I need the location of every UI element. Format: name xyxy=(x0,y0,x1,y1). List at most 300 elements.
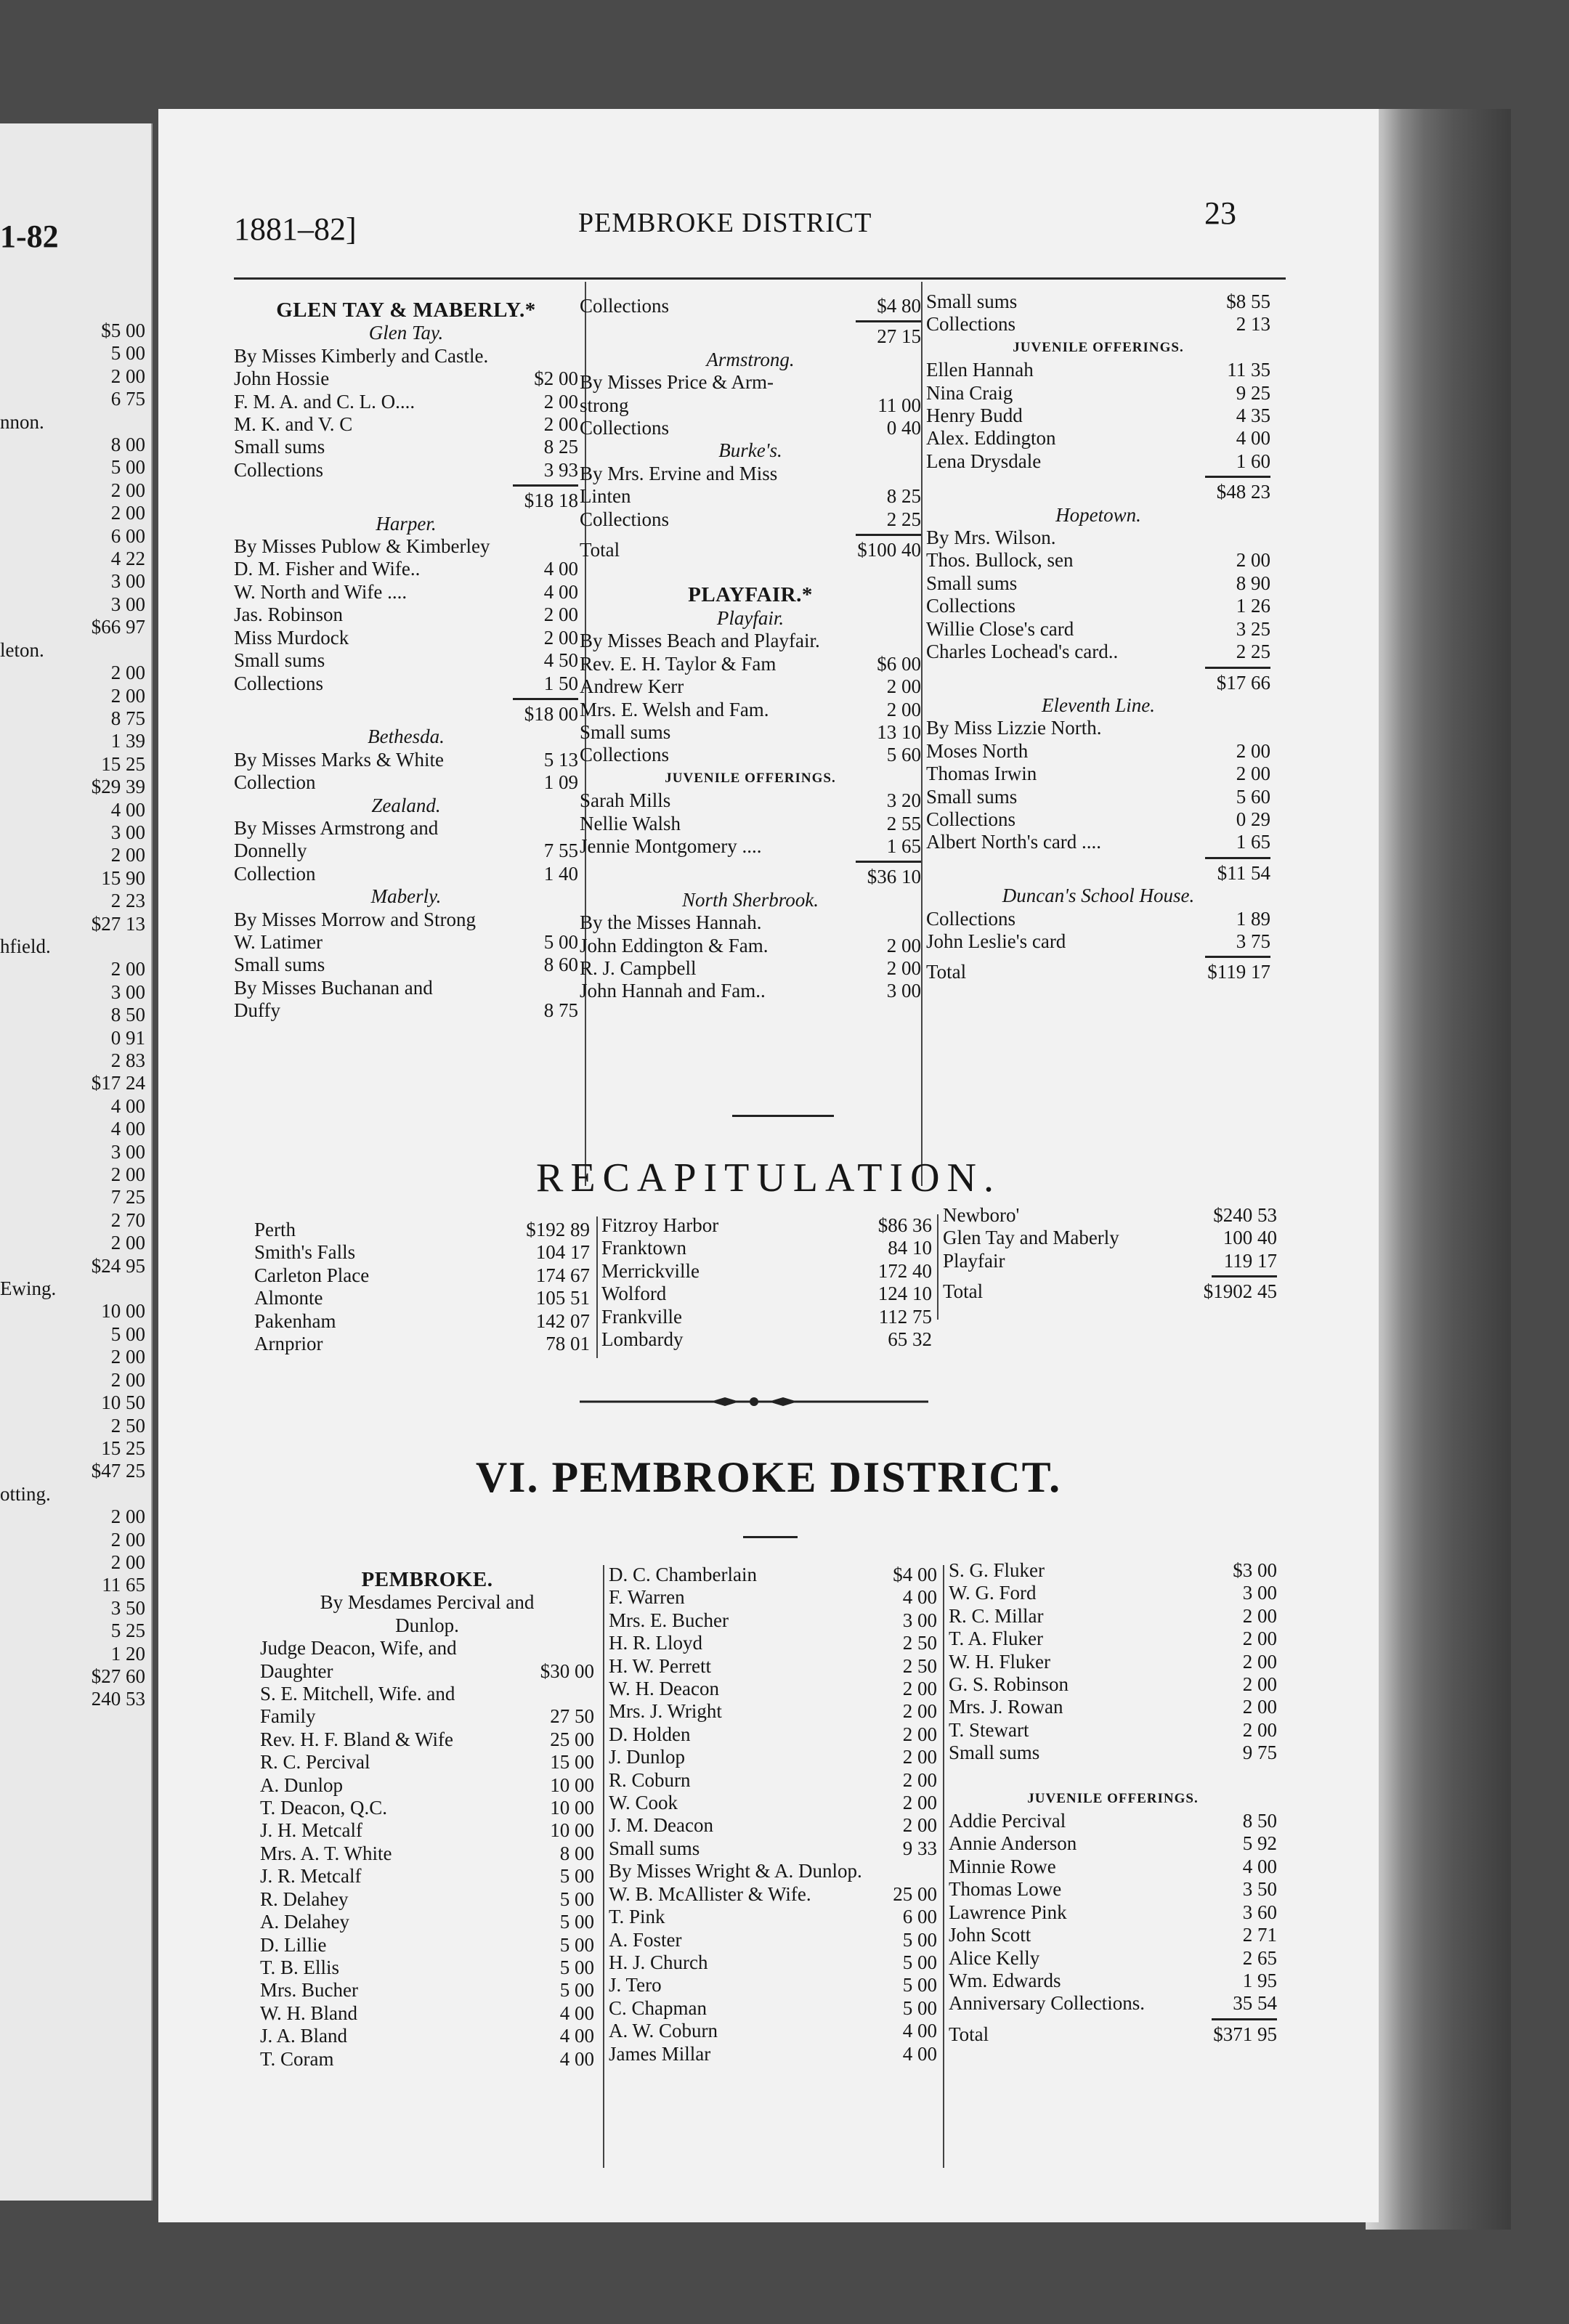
ledger-line xyxy=(926,618,1270,641)
facing-page-amount: 11 65 xyxy=(102,1574,145,1596)
entry-name: Collection xyxy=(234,771,316,794)
ledger-line xyxy=(926,313,1270,336)
entry-amount: 10 00 xyxy=(550,1819,594,1842)
ledger-line xyxy=(926,740,1270,763)
section-heading: PEMBROKE. xyxy=(361,1568,493,1591)
entry-name: Wolford xyxy=(601,1283,667,1305)
juvenile-offerings-heading: JUVENILE OFFERINGS. xyxy=(1013,339,1184,355)
facing-page-text xyxy=(0,1323,111,1346)
entry-name: Small sums xyxy=(926,290,1018,312)
entry-amount: 2 00 xyxy=(886,934,921,956)
subsection-heading: Eleventh Line. xyxy=(1042,694,1155,716)
entry-name: R. J. Campbell xyxy=(580,956,697,979)
entry-name: W. H. Fluker xyxy=(949,1650,1050,1673)
ledger-line xyxy=(601,1214,932,1237)
facing-page-text xyxy=(0,1027,111,1049)
entry-amount: 3 25 xyxy=(1236,617,1270,640)
facing-page-text xyxy=(0,525,111,548)
ledger-line xyxy=(609,1929,937,1951)
entry-amount: 4 50 xyxy=(543,649,578,672)
entry-name: Lena Drysdale xyxy=(926,450,1042,472)
entry-name: Collections xyxy=(234,458,323,481)
entry-amount: 2 00 xyxy=(902,1678,937,1700)
facing-page-line xyxy=(0,1665,145,1688)
entry-amount: $8 55 xyxy=(1226,290,1270,312)
facing-page-line xyxy=(0,1232,145,1254)
ledger-line xyxy=(234,391,578,413)
entry-name: J. H. Metcalf xyxy=(260,1819,362,1842)
book-page-edges xyxy=(1366,109,1511,2230)
facing-page-line xyxy=(0,434,145,456)
entry-amount: 2 50 xyxy=(902,1632,937,1654)
entry-amount: 9 33 xyxy=(902,1837,937,1859)
hopetown-duncan-column xyxy=(926,290,1270,984)
facing-page-amount: 6 00 xyxy=(110,524,145,547)
facing-page-amount: 1 20 xyxy=(110,1642,145,1665)
facing-page-amount: 10 50 xyxy=(101,1391,145,1414)
juvenile-offerings-heading: JUVENILE OFFERINGS. xyxy=(665,770,836,786)
entry-name: R. C. Millar xyxy=(949,1604,1044,1627)
entry-name: James Millar xyxy=(609,2042,711,2065)
ledger-line xyxy=(926,808,1270,831)
facing-page-line xyxy=(0,662,145,684)
entry-name: strong xyxy=(580,394,629,416)
ledger-line xyxy=(254,1310,590,1333)
entry-name: Small sums xyxy=(580,720,671,743)
facing-page-line xyxy=(0,1323,145,1346)
entry-name: Albert North's card .... xyxy=(926,831,1102,853)
ledger-line xyxy=(609,1655,937,1678)
section-rule xyxy=(732,1115,834,1117)
ledger-line xyxy=(926,595,1270,617)
entry-name: Small sums xyxy=(234,436,325,458)
entry-amount: 3 00 xyxy=(902,1609,937,1631)
total-rule xyxy=(1205,857,1270,859)
facing-page-line xyxy=(0,1027,145,1049)
entry-name: Ellen Hannah xyxy=(926,359,1034,381)
entry-name: Glen Tay and Maberly xyxy=(943,1227,1119,1249)
entry-name: By Misses Marks & White xyxy=(234,748,444,771)
section-heading: PLAYFAIR.* xyxy=(688,583,813,607)
entry-name: Mrs. A. T. White xyxy=(260,1842,392,1864)
facing-page-line xyxy=(0,867,145,890)
ledger-line xyxy=(580,911,921,934)
entry-amount: 2 00 xyxy=(902,1814,937,1837)
entry-name: Arnprior xyxy=(254,1333,323,1355)
facing-page-line xyxy=(0,1643,145,1665)
entry-name: Rev. H. F. Bland & Wife xyxy=(260,1728,453,1750)
entry-amount: $86 36 xyxy=(877,1214,932,1236)
facing-page-line xyxy=(0,753,145,776)
facing-page-text xyxy=(0,616,92,638)
entry-amount: 3 60 xyxy=(1242,1901,1277,1923)
entry-amount: 2 00 xyxy=(886,698,921,720)
ornamental-divider xyxy=(580,1394,928,1409)
entry-amount: 4 00 xyxy=(902,2020,937,2042)
entry-name: Pakenham xyxy=(254,1309,336,1332)
column-divider xyxy=(603,1565,604,2168)
facing-page-amount: 8 00 xyxy=(110,434,145,456)
facing-page-amount: $66 97 xyxy=(91,616,145,638)
ledger-line xyxy=(949,1696,1277,1718)
entry-amount: 5 00 xyxy=(559,1933,594,1956)
facing-page-text xyxy=(0,1141,111,1163)
entry-amount: 3 00 xyxy=(886,980,921,1002)
facing-page-amount: $17 24 xyxy=(91,1072,145,1094)
facing-page-line xyxy=(0,1255,145,1277)
facing-page-text xyxy=(0,1460,92,1482)
centered-text: By Mesdames Percival and xyxy=(320,1591,535,1614)
entry-name: John Leslie's card xyxy=(926,930,1066,952)
facing-page-line xyxy=(0,502,145,524)
entry-name: By Misses Buchanan and xyxy=(234,976,433,999)
facing-page-line xyxy=(0,1688,145,1710)
ledger-line xyxy=(234,999,578,1022)
ledger-line xyxy=(926,572,1270,595)
facing-page-text xyxy=(0,1346,111,1368)
facing-page-text xyxy=(0,1255,92,1277)
entry-amount: 2 00 xyxy=(886,956,921,979)
entry-name: S. E. Mitchell, Wife. and xyxy=(260,1683,455,1705)
entry-amount: 3 50 xyxy=(1242,1878,1277,1901)
subsection-heading: Bethesda. xyxy=(368,726,445,748)
entry-amount: 2 00 xyxy=(543,626,578,649)
ledger-line xyxy=(943,1204,1277,1227)
entry-amount: 2 00 xyxy=(902,1792,937,1814)
facing-page-text xyxy=(0,1118,111,1140)
facing-page-text xyxy=(0,320,101,342)
facing-page-line xyxy=(0,1529,145,1551)
entry-name: Total xyxy=(949,2023,989,2045)
facing-page-text xyxy=(0,913,92,935)
entry-name: H. W. Perrett xyxy=(609,1654,711,1677)
district-section-title: VI. PEMBROKE DISTRICT. xyxy=(475,1453,1062,1501)
entry-name: Mrs. J. Rowan xyxy=(949,1696,1063,1718)
entry-name: Frankville xyxy=(601,1305,682,1328)
ledger-line xyxy=(949,1924,1277,1946)
subtotal-amount: $11 54 xyxy=(1217,861,1270,884)
entry-name: Total xyxy=(926,961,967,983)
entry-name: Playfair xyxy=(943,1249,1005,1272)
entry-amount: 2 00 xyxy=(1242,1604,1277,1627)
entry-amount: 2 55 xyxy=(886,812,921,834)
entry-amount: 4 00 xyxy=(543,558,578,580)
facing-page-text xyxy=(0,1643,111,1665)
juvenile-offerings-heading: JUVENILE OFFERINGS. xyxy=(1027,1790,1199,1806)
entry-amount: 6 00 xyxy=(902,1906,937,1928)
total-rule xyxy=(1212,2018,1277,2020)
running-header-date: 1881–82] xyxy=(234,211,357,247)
entry-name: By Mrs. Ervine and Miss xyxy=(580,462,778,484)
ledger-line xyxy=(926,831,1270,853)
entry-name: Lawrence Pink xyxy=(949,1901,1067,1923)
entry-name: J. R. Metcalf xyxy=(260,1865,362,1888)
ledger-line xyxy=(949,1832,1277,1855)
entry-amount: 35 54 xyxy=(1233,1992,1277,2015)
entry-amount: 25 00 xyxy=(550,1728,594,1750)
facing-page-header: 1-82 xyxy=(0,219,59,254)
facing-page-amount: 5 00 xyxy=(110,342,145,365)
pembroke-column-2 xyxy=(609,1564,937,2065)
facing-page-line xyxy=(0,981,145,1004)
entry-amount: 5 00 xyxy=(902,1928,937,1951)
facing-page-text xyxy=(0,730,111,752)
entry-amount: 5 00 xyxy=(902,1951,937,1973)
entry-name: T. Stewart xyxy=(949,1718,1029,1741)
subsection-heading: Hopetown. xyxy=(1055,503,1141,526)
ledger-line xyxy=(580,394,921,417)
facing-page-text xyxy=(0,958,111,980)
facing-page-line xyxy=(0,844,145,866)
entry-amount: 119 17 xyxy=(1223,1249,1277,1272)
ledger-line xyxy=(580,813,921,835)
entry-amount: 2 00 xyxy=(1236,549,1270,572)
facing-page-amount: 5 00 xyxy=(110,1323,145,1345)
facing-page-amount: 2 70 xyxy=(110,1208,145,1231)
ledger-line xyxy=(260,1797,594,1819)
ledger-line xyxy=(580,744,921,766)
ledger-line xyxy=(949,1559,1277,1582)
ledger-line xyxy=(609,1906,937,1928)
ledger-line xyxy=(234,954,578,976)
entry-name: T. Coram xyxy=(260,2047,334,2070)
entry-amount: 4 00 xyxy=(559,2025,594,2047)
entry-name: Moses North xyxy=(926,739,1029,762)
pembroke-column-1 xyxy=(260,1569,594,2071)
ledger-line xyxy=(260,1979,594,2002)
facing-page-line xyxy=(0,616,145,638)
facing-page-text: leton. xyxy=(0,638,44,661)
recapitulation-column-2 xyxy=(601,1214,932,1351)
facing-page-line xyxy=(0,730,145,752)
facing-page-line xyxy=(0,639,145,662)
entry-amount: 1 26 xyxy=(1236,595,1270,617)
entry-amount: 4 00 xyxy=(1236,427,1270,450)
facing-page-amount: 2 00 xyxy=(110,365,145,387)
ledger-line xyxy=(926,427,1270,450)
facing-page-amount: $24 95 xyxy=(91,1254,145,1277)
entry-name: J. Tero xyxy=(609,1974,662,1996)
ledger-line xyxy=(949,1628,1277,1650)
entry-name: Small sums xyxy=(609,1837,700,1859)
facing-page-line xyxy=(0,913,145,935)
entry-name: Carleton Place xyxy=(254,1264,370,1286)
facing-page-text xyxy=(0,821,111,844)
entry-name: Collections xyxy=(580,508,669,530)
facing-page-amount: 4 22 xyxy=(110,548,145,570)
entry-name: W. North and Wife .... xyxy=(234,580,408,603)
ledger-line xyxy=(949,1742,1277,1764)
ledger-line xyxy=(234,817,578,840)
facing-page-amount: 15 25 xyxy=(101,752,145,775)
page-number: 23 xyxy=(1204,195,1236,231)
ledger-line xyxy=(926,786,1270,808)
facing-page-text xyxy=(0,1209,111,1232)
entry-amount: 2 00 xyxy=(1242,1673,1277,1696)
facing-page-line xyxy=(0,320,145,342)
facing-page-text xyxy=(0,593,111,616)
ledger-line xyxy=(943,1227,1277,1249)
column-divider xyxy=(921,282,923,1186)
entry-name: H. J. Church xyxy=(609,1951,708,1973)
entry-name: Collection xyxy=(234,862,316,885)
facing-page-amount: 8 50 xyxy=(110,1004,145,1026)
entry-amount: 5 13 xyxy=(543,748,578,771)
ledger-line xyxy=(580,539,921,561)
ledger-line xyxy=(260,1865,594,1888)
ledger-line xyxy=(949,1673,1277,1696)
entry-name: Total xyxy=(580,539,620,561)
ledger-line xyxy=(926,908,1270,930)
entry-name: Mrs. E. Bucher xyxy=(609,1609,729,1631)
entry-amount: 5 00 xyxy=(902,1974,937,1996)
total-rule xyxy=(513,698,578,700)
facing-page-line xyxy=(0,707,145,730)
entry-amount: 174 67 xyxy=(535,1264,590,1286)
facing-page-text xyxy=(0,1529,111,1551)
recapitulation-column-1 xyxy=(254,1219,590,1355)
entry-name: Duffy xyxy=(234,999,280,1022)
entry-amount: 100 40 xyxy=(1223,1227,1277,1249)
entry-amount: $30 00 xyxy=(540,1659,594,1682)
facing-page-amount: 4 00 xyxy=(110,1094,145,1117)
entry-name: Collections xyxy=(234,672,323,694)
ledger-line xyxy=(926,527,1270,549)
entry-name: G. S. Robinson xyxy=(949,1673,1069,1696)
ledger-line xyxy=(260,1705,594,1728)
ledger-line xyxy=(234,863,578,885)
entry-amount: 2 00 xyxy=(1236,739,1270,762)
entry-amount: 5 00 xyxy=(559,1979,594,2002)
ledger-line xyxy=(949,1810,1277,1832)
ledger-line xyxy=(260,1728,594,1751)
entry-name: Thos. Bullock, sen xyxy=(926,549,1074,572)
ledger-line xyxy=(234,604,578,626)
entry-name: John Hannah and Fam.. xyxy=(580,980,766,1002)
ledger-line xyxy=(601,1237,932,1259)
entry-name: T. Pink xyxy=(609,1906,665,1928)
entry-name: H. R. Lloyd xyxy=(609,1632,703,1654)
pembroke-column-3 xyxy=(949,1559,1277,2046)
entry-amount: 7 55 xyxy=(543,840,578,862)
subsection-heading: Playfair. xyxy=(716,606,784,629)
entry-name: F. M. A. and C. L. O.... xyxy=(234,390,415,413)
facing-page-line xyxy=(0,685,145,707)
facing-page-line xyxy=(0,479,145,502)
ledger-line xyxy=(926,641,1270,663)
facing-page-text: hfield. xyxy=(0,935,51,957)
facing-page-text xyxy=(0,1072,92,1094)
ledger-line xyxy=(234,581,578,604)
facing-page-amount: $5 00 xyxy=(101,320,145,341)
facing-page-fragment xyxy=(0,123,153,2201)
ledger-line xyxy=(234,535,578,558)
facing-page-line xyxy=(0,958,145,980)
facing-page-line xyxy=(0,1483,145,1506)
ledger-line xyxy=(580,463,921,485)
facing-page-line xyxy=(0,799,145,821)
ledger-line xyxy=(580,789,921,812)
facing-page-text xyxy=(0,867,101,890)
entry-name: M. K. and V. C xyxy=(234,413,353,436)
entry-amount: 5 00 xyxy=(559,1911,594,1933)
entry-name: Collections xyxy=(926,595,1015,617)
facing-page-line xyxy=(0,365,145,388)
ledger-line xyxy=(609,1678,937,1700)
entry-name: Linten xyxy=(580,485,631,508)
ledger-line xyxy=(926,549,1270,572)
entry-amount: 3 75 xyxy=(1236,930,1270,952)
entry-name: Annie Anderson xyxy=(949,1832,1077,1855)
facing-page-line xyxy=(0,388,145,410)
ledger-line xyxy=(609,1769,937,1792)
entry-amount: 11 00 xyxy=(877,394,921,416)
entry-amount: 5 00 xyxy=(543,930,578,953)
ledger-line xyxy=(949,1947,1277,1970)
facing-page-amount: $27 60 xyxy=(91,1665,145,1687)
entry-name: Smith's Falls xyxy=(254,1241,356,1264)
entry-amount: 104 17 xyxy=(535,1241,590,1264)
ledger-line xyxy=(234,367,578,390)
entry-name: W. Cook xyxy=(609,1792,678,1814)
entry-name: Alice Kelly xyxy=(949,1946,1040,1969)
facing-page-amount: 15 25 xyxy=(101,1437,145,1459)
facing-page-amount: $29 39 xyxy=(91,776,145,798)
entry-amount: 1 65 xyxy=(1236,831,1270,853)
entry-name: Nina Craig xyxy=(926,381,1013,404)
armstrong-playfair-column xyxy=(580,295,921,1003)
entry-name: Donnelly xyxy=(234,840,307,862)
running-header-title: PEMBROKE DISTRICT xyxy=(578,208,872,238)
ledger-line xyxy=(580,417,921,439)
entry-amount: 10 00 xyxy=(550,1774,594,1796)
entry-name: By Misses Publow & Kimberley xyxy=(234,535,490,558)
ledger-line xyxy=(609,1700,937,1723)
entry-amount: 2 00 xyxy=(1242,1718,1277,1741)
ledger-line xyxy=(580,508,921,531)
facing-page-amount: 4 00 xyxy=(110,798,145,821)
entry-amount: 5 00 xyxy=(559,1956,594,1978)
entry-name: Thomas Lowe xyxy=(949,1878,1062,1901)
facing-page-line xyxy=(0,1574,145,1596)
ledger-line xyxy=(609,2043,937,2065)
entry-name: Almonte xyxy=(254,1287,323,1309)
centered-text: Dunlop. xyxy=(395,1614,459,1636)
subsection-heading: Burke's. xyxy=(718,439,782,462)
entry-amount: 1 60 xyxy=(1236,450,1270,472)
ledger-line xyxy=(234,931,578,954)
facing-page-text xyxy=(0,1004,111,1026)
entry-amount: 1 95 xyxy=(1242,1969,1277,1991)
subtotal-amount: $18 00 xyxy=(524,702,578,725)
entry-name: By Misses Wright & A. Dunlop. xyxy=(609,1860,862,1882)
entry-amount: $371 95 xyxy=(1213,2023,1277,2045)
entry-name: By Mrs. Wilson. xyxy=(926,527,1056,549)
entry-name: Perth xyxy=(254,1219,296,1240)
facing-page-line xyxy=(0,570,145,593)
facing-page-amount: 2 00 xyxy=(110,958,145,980)
total-rule xyxy=(856,861,921,863)
entry-name: J. Dunlop xyxy=(609,1746,686,1768)
entry-name: Sarah Mills xyxy=(580,789,671,812)
entry-amount: 142 07 xyxy=(535,1309,590,1332)
facing-page-amount: 3 50 xyxy=(110,1596,145,1619)
entry-amount: 2 00 xyxy=(1242,1650,1277,1673)
facing-page-text xyxy=(0,662,111,684)
facing-page-text xyxy=(0,342,111,365)
entry-amount: $240 53 xyxy=(1213,1204,1277,1226)
entry-name: By Misses Price & Arm- xyxy=(580,371,774,394)
